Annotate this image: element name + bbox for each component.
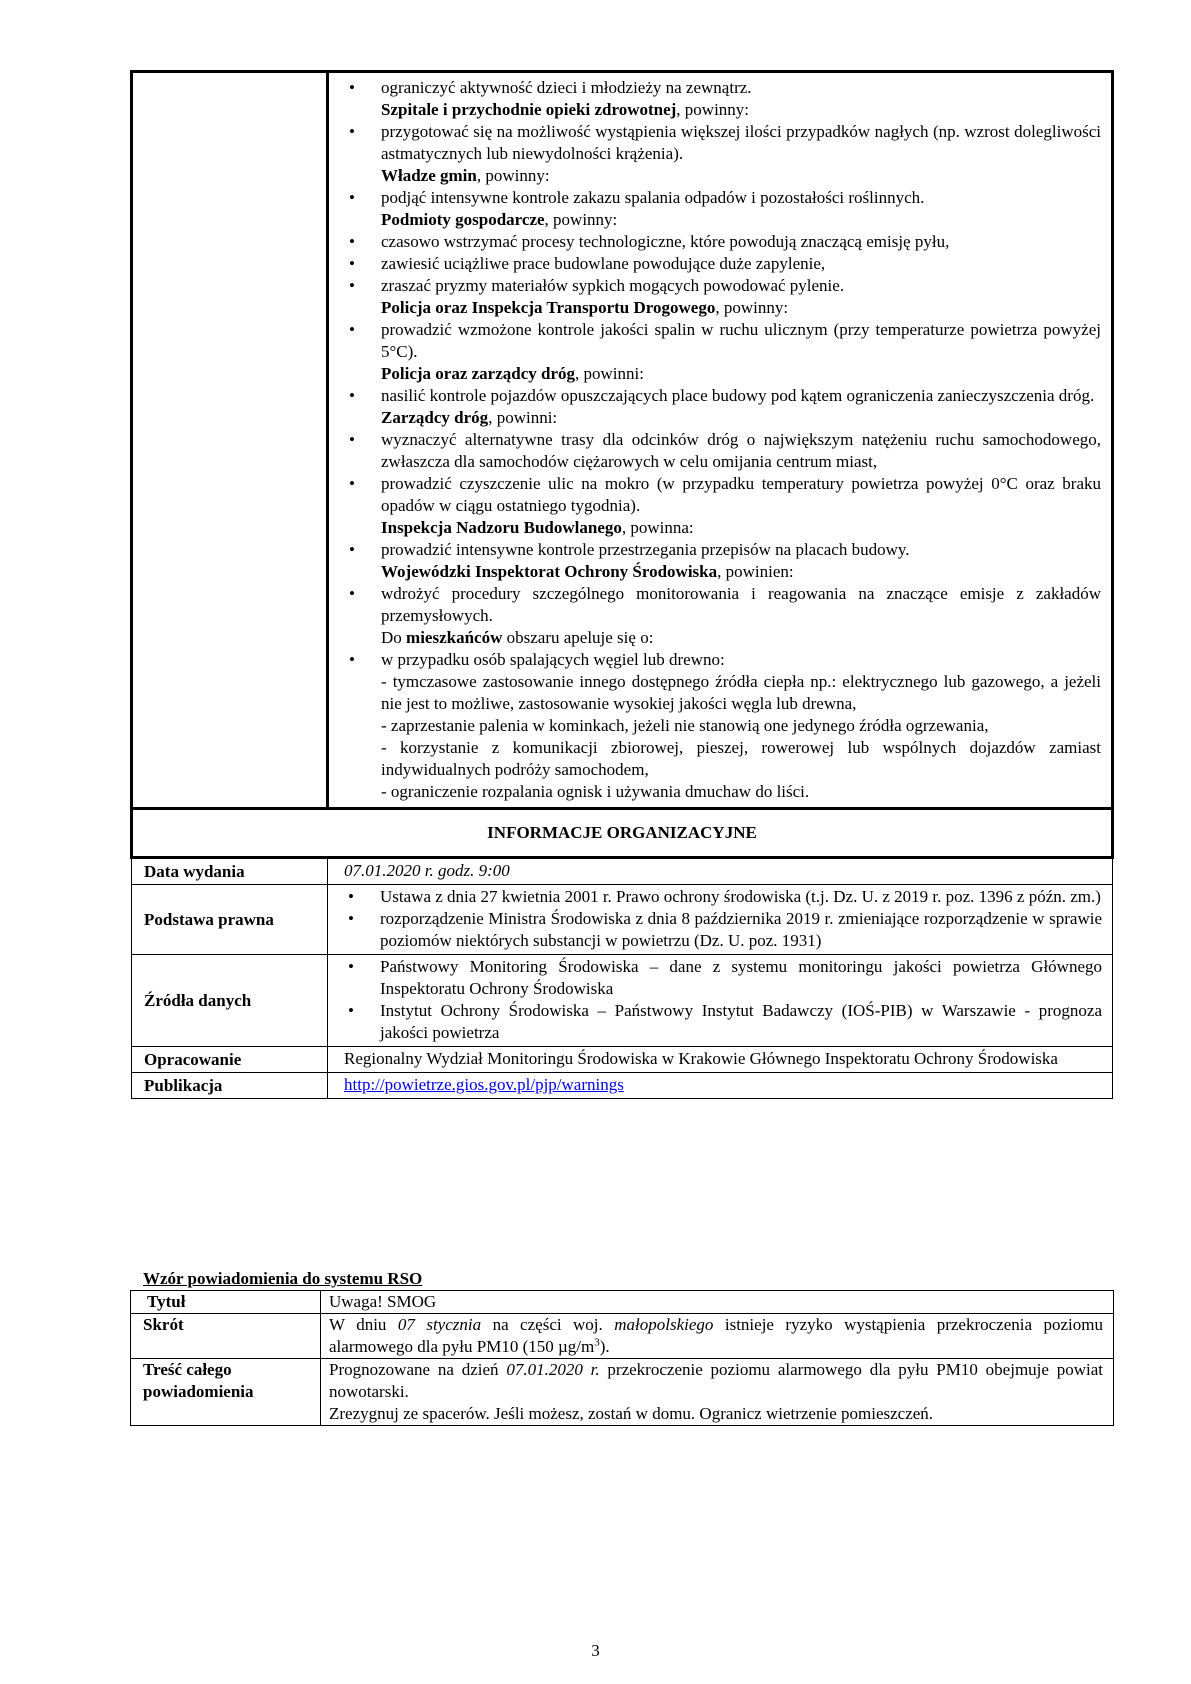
recommendations-cell <box>328 72 1113 809</box>
list-item: • prowadzić intensywne kontrole przestrzegania przepisów na placach budowy. <box>345 539 1101 561</box>
list-item: • prowadzić wzmożone kontrole jakości spalin w ruchu ulicznym (przy temperaturze powietrza powyżej 5°C). <box>345 319 1101 363</box>
list-item: • zawiesić uciążliwe prace budowlane powodujące duże zapylenie, <box>345 253 1101 275</box>
prepared-value: Regionalny Wydział Monitoringu Środowiska w Krakowie Głównego Inspektoratu Ochrony Środowiska <box>328 1047 1113 1073</box>
publication-cell <box>328 1073 1113 1099</box>
sources-cell <box>328 955 1113 1047</box>
legal-basis-row <box>132 885 1113 955</box>
group-heading: Zarządcy dróg, powinni: <box>381 408 558 427</box>
prepared-row <box>132 1047 1113 1073</box>
issue-date-label: Data wydania <box>132 858 328 885</box>
recommendations-left-cell <box>132 72 328 809</box>
rso-title-label: Tytuł <box>131 1291 321 1314</box>
group-list <box>345 187 1101 209</box>
group-heading: Wojewódzki Inspektorat Ochrony Środowiska, powinien: <box>381 562 794 581</box>
rso-full-label: Treść całego powiadomienia <box>131 1359 321 1426</box>
issue-date-row <box>132 858 1113 885</box>
rso-title-row <box>131 1291 1114 1314</box>
rso-section-title: Wzór powiadomienia do systemu RSO <box>143 1269 423 1288</box>
list-item: • nasilić kontrole pojazdów opuszczających place budowy pod kątem ograniczenia zanieczyszczenia dróg. <box>345 385 1101 407</box>
rso-short-value: W dniu 07 stycznia na części woj. małopolskiego istnieje ryzyko wystąpienia przekroczenia poziomu alarmowego dla pyłu PM10 (150 $\mu g/m^3$). <box>321 1314 1114 1359</box>
list-item: • przygotować się na możliwość wystąpienia większej ilości przypadków nagłych (np. wzrost dolegliwości astmatycznych lub niewydolności krążenia). <box>345 121 1101 165</box>
issue-date-value: 07.01.2020 r. godz. 9:00 <box>328 858 1113 885</box>
group-list <box>345 231 1101 297</box>
list-item: • czasowo wstrzymać procesy technologiczne, które powodują znaczącą emisję pyłu, <box>345 231 1101 253</box>
recommendations-row <box>132 72 1113 809</box>
prepared-label: Opracowanie <box>132 1047 328 1073</box>
list-item: • prowadzić czyszczenie ulic na mokro (w przypadku temperatury powietrza powyżej 0°C oraz braku opadów w ciągu ostatniego tygodnia). <box>345 473 1101 517</box>
dash-item: - zaprzestanie palenia w kominkach, jeżeli nie stanowią one jedynego źródła ogrzewania, <box>381 716 989 735</box>
rso-short-row <box>131 1314 1114 1359</box>
residents-dash-list <box>345 671 1101 803</box>
group-list <box>345 319 1101 363</box>
group-list <box>345 429 1101 517</box>
residents-list <box>345 649 1101 671</box>
legal-basis-list <box>344 886 1102 952</box>
page-number: 3 <box>591 1641 600 1660</box>
rso-short-label: Skrót <box>131 1314 321 1359</box>
sources-row <box>132 955 1113 1047</box>
dash-item: - tymczasowe zastosowanie innego dostępnego źródła ciepła np.: elektrycznego lub gazowego, a jeżeli nie jest to możliwe, zastosowanie wysokiej jakości węgla lub drewna, <box>381 672 1101 713</box>
group-list <box>345 121 1101 165</box>
group-heading: Podmioty gospodarcze, powinny: <box>381 210 618 229</box>
first-list <box>345 77 1101 99</box>
sources-label: Źródła danych <box>132 955 328 1047</box>
list-item: • rozporządzenie Ministra Środowiska z dnia 8 października 2019 r. zmieniające rozporządzenie w sprawie poziomów niektórych substancji w powietrzu (Dz. U. poz. 1931) <box>344 908 1102 952</box>
list-item: • podjąć intensywne kontrole zakazu spalania odpadów i pozostałości roślinnych. <box>345 187 1101 209</box>
org-info-header: INFORMACJE ORGANIZACYJNE <box>132 809 1113 858</box>
publication-row <box>132 1073 1113 1099</box>
group-list <box>345 583 1101 627</box>
list-item: • zraszać pryzmy materiałów sypkich mogących powodować pylenie. <box>345 275 1101 297</box>
information-table <box>130 70 1114 1099</box>
legal-basis-cell <box>328 885 1113 955</box>
legal-basis-label: Podstawa prawna <box>132 885 328 955</box>
list-item: • Instytut Ochrony Środowiska – Państwowy Instytut Badawczy (IOŚ-PIB) w Warszawie - prognoza jakości powietrza <box>344 1000 1102 1044</box>
list-item: • wdrożyć procedury szczególnego monitorowania i reagowania na znaczące emisje z zakładów przemysłowych. <box>345 583 1101 627</box>
group-heading: Szpitale i przychodnie opieki zdrowotnej, powinny: <box>381 100 750 119</box>
rso-full-row <box>131 1359 1114 1426</box>
rso-full-value: Prognozowane na dzień 07.01.2020 r. przekroczenie poziomu alarmowego dla pyłu PM10 obejmuje powiat nowotarski. Zrezygnuj ze spacerów. Jeśli możesz, zostań w domu. Ogranicz wietrzenie pomieszczeń. <box>321 1359 1114 1426</box>
list-item: • Ustawa z dnia 27 kwietnia 2001 r. Prawo ochrony środowiska (t.j. Dz. U. z 2019 r. poz. 1396 z późn. zm.) <box>344 886 1102 908</box>
rso-title-value: Uwaga! SMOG <box>321 1291 1114 1314</box>
list-item: • w przypadku osób spalających węgiel lub drewno: <box>345 649 1101 671</box>
list-item: • ograniczyć aktywność dzieci i młodzieży na zewnątrz. <box>345 77 1101 99</box>
org-info-header-row <box>132 809 1113 858</box>
publication-label: Publikacja <box>132 1073 328 1099</box>
list-item: • Państwowy Monitoring Środowiska – dane z systemu monitoringu jakości powietrza Głównego Inspektoratu Ochrony Środowiska <box>344 956 1102 1000</box>
group-heading: Inspekcja Nadzoru Budowlanego, powinna: <box>381 518 694 537</box>
residents-intro: Do mieszkańców obszaru apeluje się o: <box>381 628 654 647</box>
publication-link[interactable]: http://powietrze.gios.gov.pl/pjp/warnings <box>344 1075 624 1094</box>
group-heading: Policja oraz Inspekcja Transportu Drogowego, powinny: <box>381 298 789 317</box>
group-heading: Władze gmin, powinny: <box>381 166 550 185</box>
rso-table <box>130 1290 1114 1426</box>
dash-item: - ograniczenie rozpalania ognisk i używania dmuchaw do liści. <box>381 782 810 801</box>
sources-list <box>344 956 1102 1044</box>
group-heading: Policja oraz zarządcy dróg, powinni: <box>381 364 644 383</box>
group-list <box>345 539 1101 561</box>
dash-item: - korzystanie z komunikacji zbiorowej, pieszej, rowerowej lub wspólnych dojazdów zamiast indywidualnych podróży samochodem, <box>381 738 1101 779</box>
recommendation-groups <box>345 99 1101 627</box>
list-item: • wyznaczyć alternatywne trasy dla odcinków dróg o największym natężeniu ruchu samochodowego, zwłaszcza dla samochodów ciężarowych w celu omijania centrum miast, <box>345 429 1101 473</box>
group-list <box>345 385 1101 407</box>
